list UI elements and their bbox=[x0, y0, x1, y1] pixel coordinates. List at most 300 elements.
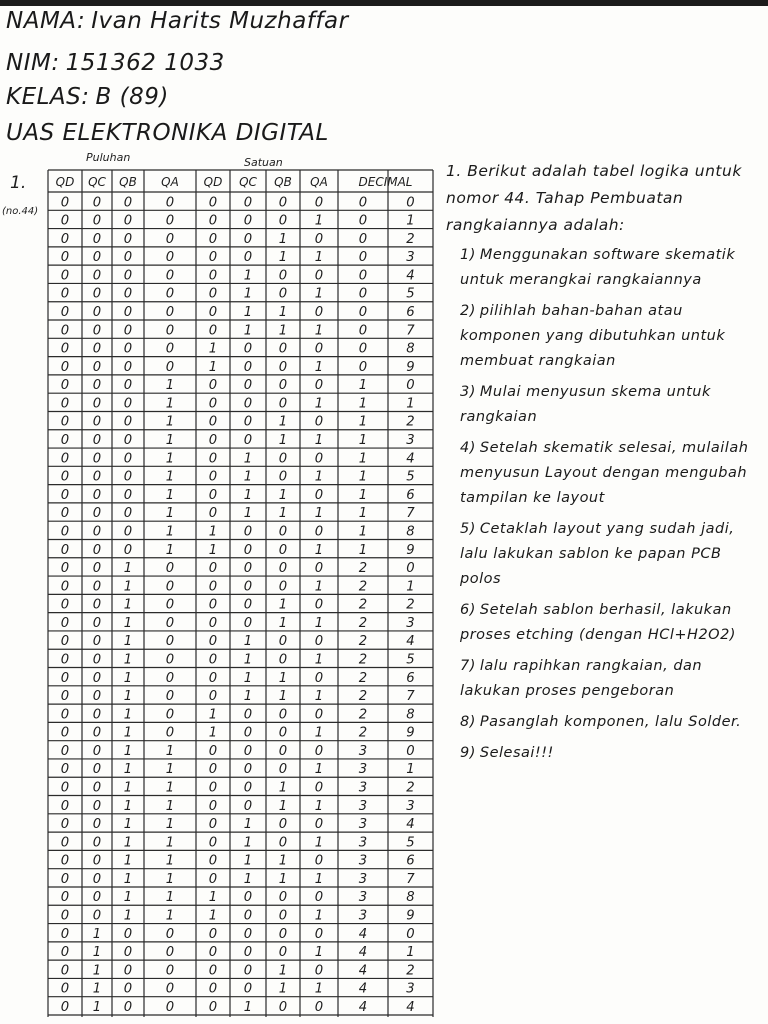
table-cell: 0 bbox=[278, 762, 288, 778]
table-cell: 0 bbox=[278, 451, 288, 467]
table-cell: 0 bbox=[123, 359, 133, 375]
table-cell: 0 bbox=[208, 743, 218, 759]
table-cell: 0 bbox=[243, 743, 253, 759]
table-cell: 0 bbox=[123, 323, 133, 339]
table-cell: 1 bbox=[243, 506, 253, 522]
table-cell: 1 bbox=[243, 451, 253, 467]
table-cell: 0 bbox=[243, 615, 253, 631]
table-cell: 0 bbox=[123, 341, 133, 357]
table-cell: 0 bbox=[278, 908, 288, 924]
table-cell: 4 bbox=[406, 817, 415, 833]
table-cell: 1 bbox=[208, 524, 218, 540]
table-cell: 1 bbox=[243, 268, 253, 284]
table-cell: 0 bbox=[358, 359, 368, 375]
table-cell: 0 bbox=[358, 250, 368, 266]
table-cell: 0 bbox=[92, 396, 102, 412]
column-header: QA bbox=[310, 175, 328, 189]
table-cell: 0 bbox=[60, 670, 70, 686]
procedure-step bbox=[446, 243, 762, 293]
column-header: QC bbox=[239, 175, 257, 189]
table-cell: 0 bbox=[60, 268, 70, 284]
table-cell: 0 bbox=[165, 286, 175, 302]
table-cell: 1 bbox=[243, 817, 253, 833]
table-cell: 3 bbox=[358, 762, 368, 778]
table-cell: 1 bbox=[278, 506, 288, 522]
table-cell: 0 bbox=[314, 817, 324, 833]
table-cell: 9 bbox=[406, 725, 415, 741]
decimal-column-header: DECIMAL bbox=[358, 175, 413, 189]
table-cell: 0 bbox=[278, 945, 288, 961]
table-cell: 0 bbox=[123, 433, 133, 449]
table-cell: 0 bbox=[92, 268, 102, 284]
table-cell: 0 bbox=[165, 926, 175, 942]
table-cell: 1 bbox=[165, 542, 175, 558]
table-cell: 0 bbox=[60, 926, 70, 942]
table-cell: 0 bbox=[165, 615, 175, 631]
table-cell: 0 bbox=[243, 524, 253, 540]
table-cell: 1 bbox=[406, 762, 415, 778]
table-cell: 0 bbox=[208, 231, 218, 247]
class-label: KELAS: bbox=[6, 84, 90, 110]
table-cell: 1 bbox=[165, 524, 175, 540]
procedure-step bbox=[446, 517, 762, 592]
table-cell: 0 bbox=[92, 615, 102, 631]
table-cell: 1 bbox=[314, 615, 324, 631]
table-cell: 0 bbox=[60, 945, 70, 961]
table-cell: 0 bbox=[123, 506, 133, 522]
table-cell: 0 bbox=[165, 963, 175, 979]
table-cell: 0 bbox=[60, 890, 70, 906]
procedure-step bbox=[446, 436, 762, 511]
table-cell: 0 bbox=[208, 286, 218, 302]
table-cell: 0 bbox=[60, 396, 70, 412]
table-cell: 0 bbox=[60, 707, 70, 723]
table-cell: 0 bbox=[314, 561, 324, 577]
table-cell: 1 bbox=[123, 908, 133, 924]
table-cell: 1 bbox=[278, 433, 288, 449]
table-cell: 0 bbox=[243, 597, 253, 613]
table-cell: 0 bbox=[92, 817, 102, 833]
table-cell: 1 bbox=[165, 890, 175, 906]
table-cell: 0 bbox=[208, 689, 218, 705]
table-cell: 1 bbox=[314, 433, 324, 449]
table-cell: 0 bbox=[406, 561, 415, 577]
table-cell: 0 bbox=[92, 323, 102, 339]
table-cell: 0 bbox=[358, 286, 368, 302]
table-cell: 1 bbox=[243, 286, 253, 302]
table-cell: 6 bbox=[406, 304, 415, 320]
table-cell: 0 bbox=[243, 579, 253, 595]
step-number: 4) bbox=[460, 440, 476, 456]
table-cell: 1 bbox=[123, 817, 133, 833]
table-cell: 0 bbox=[92, 835, 102, 851]
table-cell: 4 bbox=[406, 634, 415, 650]
table-cell: 1 bbox=[165, 487, 175, 503]
table-cell: 0 bbox=[165, 195, 175, 211]
table-cell: 0 bbox=[406, 926, 415, 942]
table-cell: 0 bbox=[278, 195, 288, 211]
table-cell: 1 bbox=[278, 250, 288, 266]
table-cell: 0 bbox=[208, 817, 218, 833]
table-cell: 1 bbox=[243, 469, 253, 485]
table-cell: 1 bbox=[314, 871, 324, 887]
table-cell: 0 bbox=[92, 414, 102, 430]
table-cell: 0 bbox=[92, 689, 102, 705]
table-cell: 0 bbox=[92, 451, 102, 467]
table-cell: 1 bbox=[314, 506, 324, 522]
table-cell: 2 bbox=[358, 561, 368, 577]
table-cell: 1 bbox=[358, 378, 368, 394]
table-cell: 0 bbox=[358, 341, 368, 357]
column-header: QB bbox=[274, 175, 292, 189]
table-cell: 0 bbox=[165, 561, 175, 577]
table-cell: 7 bbox=[406, 689, 415, 705]
table-cell: 0 bbox=[92, 250, 102, 266]
table-cell: 1 bbox=[314, 542, 324, 558]
table-cell: 0 bbox=[60, 871, 70, 887]
table-cell: 1 bbox=[165, 835, 175, 851]
table-cell: 1 bbox=[165, 798, 175, 814]
table-cell: 0 bbox=[60, 634, 70, 650]
satuan-label: Satuan bbox=[244, 156, 283, 169]
table-cell: 3 bbox=[358, 817, 368, 833]
step-number: 5) bbox=[460, 521, 476, 537]
table-cell: 0 bbox=[314, 707, 324, 723]
table-cell: 0 bbox=[358, 195, 368, 211]
table-cell: 0 bbox=[208, 780, 218, 796]
table-cell: 1 bbox=[314, 250, 324, 266]
table-cell: 0 bbox=[92, 378, 102, 394]
table-cell: 0 bbox=[314, 597, 324, 613]
table-cell: 0 bbox=[208, 268, 218, 284]
table-cell: 1 bbox=[278, 323, 288, 339]
name-label: NAMA: bbox=[6, 8, 86, 34]
nim-label: NIM: bbox=[6, 50, 60, 76]
table-cell: 8 bbox=[406, 707, 415, 723]
table-cell: 1 bbox=[314, 981, 324, 997]
table-cell: 4 bbox=[358, 981, 368, 997]
table-cell: 1 bbox=[278, 963, 288, 979]
table-cell: 1 bbox=[123, 835, 133, 851]
table-cell: 1 bbox=[165, 853, 175, 869]
procedure-step bbox=[446, 598, 762, 648]
table-cell: 0 bbox=[278, 890, 288, 906]
table-cell: 1 bbox=[358, 451, 368, 467]
table-cell: 1 bbox=[278, 597, 288, 613]
table-cell: 0 bbox=[406, 195, 415, 211]
table-cell: 0 bbox=[92, 908, 102, 924]
table-cell: 5 bbox=[406, 652, 415, 668]
table-cell: 0 bbox=[243, 981, 253, 997]
table-cell: 3 bbox=[406, 798, 415, 814]
table-cell: 1 bbox=[208, 359, 218, 375]
table-cell: 0 bbox=[60, 304, 70, 320]
table-cell: 0 bbox=[123, 268, 133, 284]
table-cell: 0 bbox=[60, 487, 70, 503]
table-cell: 0 bbox=[208, 487, 218, 503]
table-cell: 3 bbox=[358, 780, 368, 796]
table-cell: 0 bbox=[92, 213, 102, 229]
table-cell: 0 bbox=[60, 469, 70, 485]
table-cell: 5 bbox=[406, 469, 415, 485]
table-cell: 0 bbox=[278, 469, 288, 485]
table-cell: 1 bbox=[314, 762, 324, 778]
table-cell: 1 bbox=[123, 561, 133, 577]
table-cell: 0 bbox=[123, 378, 133, 394]
table-cell: 0 bbox=[278, 999, 288, 1015]
table-cell: 0 bbox=[92, 670, 102, 686]
table-cell: 4 bbox=[358, 963, 368, 979]
table-cell: 0 bbox=[243, 762, 253, 778]
table-cell: 0 bbox=[165, 634, 175, 650]
table-cell: 0 bbox=[165, 981, 175, 997]
table-cell: 2 bbox=[406, 231, 415, 247]
table-cell: 1 bbox=[243, 323, 253, 339]
table-cell: 0 bbox=[208, 250, 218, 266]
table-cell: 0 bbox=[60, 743, 70, 759]
table-cell: 1 bbox=[278, 981, 288, 997]
table-cell: 1 bbox=[358, 469, 368, 485]
table-cell: 0 bbox=[60, 579, 70, 595]
table-cell: 9 bbox=[406, 359, 415, 375]
table-cell: 0 bbox=[243, 414, 253, 430]
table-cell: 0 bbox=[278, 378, 288, 394]
table-cell: 1 bbox=[165, 817, 175, 833]
table-cell: 0 bbox=[278, 634, 288, 650]
table-cell: 2 bbox=[358, 689, 368, 705]
table-cell: 2 bbox=[358, 707, 368, 723]
table-cell: 0 bbox=[60, 725, 70, 741]
table-cell: 0 bbox=[60, 433, 70, 449]
procedure-notes bbox=[446, 158, 762, 772]
table-cell: 3 bbox=[358, 798, 368, 814]
table-cell: 1 bbox=[123, 853, 133, 869]
table-cell: 1 bbox=[165, 433, 175, 449]
table-cell: 4 bbox=[406, 268, 415, 284]
table-cell: 0 bbox=[314, 304, 324, 320]
table-cell: 0 bbox=[208, 981, 218, 997]
table-cell: 1 bbox=[278, 231, 288, 247]
table-cell: 0 bbox=[314, 634, 324, 650]
table-cell: 1 bbox=[165, 451, 175, 467]
table-cell: 0 bbox=[208, 762, 218, 778]
column-header: QD bbox=[203, 175, 223, 189]
step-number: 7) bbox=[460, 658, 476, 674]
table-cell: 1 bbox=[123, 725, 133, 741]
table-cell: 0 bbox=[314, 999, 324, 1015]
table-cell: 7 bbox=[406, 871, 415, 887]
name-line bbox=[6, 8, 349, 34]
table-cell: 0 bbox=[358, 213, 368, 229]
table-cell: 0 bbox=[208, 579, 218, 595]
table-cell: 0 bbox=[358, 304, 368, 320]
table-cell: 0 bbox=[92, 341, 102, 357]
nim-value: 151362 1033 bbox=[65, 50, 225, 76]
table-cell: 1 bbox=[243, 652, 253, 668]
table-cell: 1 bbox=[92, 926, 102, 942]
table-cell: 0 bbox=[165, 652, 175, 668]
table-cell: 0 bbox=[406, 378, 415, 394]
table-cell: 1 bbox=[314, 213, 324, 229]
table-cell: 1 bbox=[406, 396, 415, 412]
table-cell: 0 bbox=[165, 341, 175, 357]
table-cell: 0 bbox=[314, 780, 324, 796]
table-cell: 0 bbox=[123, 195, 133, 211]
table-cell: 0 bbox=[314, 378, 324, 394]
table-cell: 0 bbox=[92, 707, 102, 723]
table-cell: 0 bbox=[243, 908, 253, 924]
table-cell: 1 bbox=[123, 670, 133, 686]
table-cell: 0 bbox=[60, 323, 70, 339]
table-cell: 1 bbox=[406, 579, 415, 595]
table-cell: 8 bbox=[406, 341, 415, 357]
procedure-steps bbox=[446, 243, 762, 766]
table-cell: 1 bbox=[123, 780, 133, 796]
step-text: Menggunakan software skematik untuk merangkai rangkaiannya bbox=[460, 247, 736, 288]
table-cell: 0 bbox=[60, 780, 70, 796]
table-cell: 1 bbox=[243, 670, 253, 686]
table-cell: 0 bbox=[278, 926, 288, 942]
table-cell: 0 bbox=[278, 213, 288, 229]
table-cell: 0 bbox=[278, 396, 288, 412]
table-cell: 0 bbox=[123, 304, 133, 320]
table-cell: 0 bbox=[123, 231, 133, 247]
procedure-step bbox=[446, 741, 762, 766]
table-cell: 2 bbox=[358, 634, 368, 650]
table-cell: 7 bbox=[406, 506, 415, 522]
table-cell: 4 bbox=[406, 451, 415, 467]
table-cell: 9 bbox=[406, 908, 415, 924]
table-cell: 1 bbox=[243, 871, 253, 887]
nim-line bbox=[6, 50, 225, 76]
table-cell: 0 bbox=[208, 871, 218, 887]
table-cell: 0 bbox=[60, 835, 70, 851]
table-cell: 1 bbox=[314, 396, 324, 412]
table-cell: 0 bbox=[92, 487, 102, 503]
table-cell: 0 bbox=[278, 341, 288, 357]
table-cell: 0 bbox=[165, 579, 175, 595]
step-text: pilihlah bahan-bahan atau komponen yang dibutuhkan untuk membuat rangkaian bbox=[460, 303, 726, 369]
table-cell: 0 bbox=[123, 451, 133, 467]
table-cell: 0 bbox=[123, 524, 133, 540]
table-cell: 3 bbox=[358, 743, 368, 759]
procedure-step bbox=[446, 654, 762, 704]
table-cell: 0 bbox=[243, 231, 253, 247]
table-cell: 0 bbox=[165, 359, 175, 375]
table-cell: 2 bbox=[358, 652, 368, 668]
table-cell: 1 bbox=[314, 286, 324, 302]
table-cell: 0 bbox=[60, 615, 70, 631]
table-cell: 0 bbox=[243, 250, 253, 266]
table-cell: 0 bbox=[208, 926, 218, 942]
table-cell: 0 bbox=[314, 231, 324, 247]
table-cell: 1 bbox=[314, 798, 324, 814]
step-text: Setelah sablon berhasil, lakukan proses etching (dengan HCl+H2O2) bbox=[460, 602, 736, 643]
column-header: QD bbox=[55, 175, 75, 189]
step-text: Pasanglah komponen, lalu Solder. bbox=[479, 714, 742, 730]
table-cell: 1 bbox=[314, 359, 324, 375]
table-cell: 0 bbox=[165, 268, 175, 284]
table-cell: 2 bbox=[406, 963, 415, 979]
table-cell: 3 bbox=[406, 981, 415, 997]
table-cell: 2 bbox=[358, 615, 368, 631]
table-cell: 1 bbox=[278, 414, 288, 430]
table-cell: 0 bbox=[314, 670, 324, 686]
table-cell: 8 bbox=[406, 524, 415, 540]
table-cell: 9 bbox=[406, 542, 415, 558]
table-cell: 1 bbox=[123, 871, 133, 887]
table-cell: 0 bbox=[243, 378, 253, 394]
table-cell: 0 bbox=[208, 506, 218, 522]
table-cell: 0 bbox=[243, 542, 253, 558]
table-cell: 0 bbox=[314, 963, 324, 979]
table-cell: 0 bbox=[243, 963, 253, 979]
step-number: 9) bbox=[460, 745, 476, 761]
table-cell: 0 bbox=[92, 359, 102, 375]
table-cell: 0 bbox=[208, 323, 218, 339]
table-cell: 0 bbox=[314, 341, 324, 357]
table-cell: 0 bbox=[208, 597, 218, 613]
table-cell: 0 bbox=[208, 670, 218, 686]
table-cell: 0 bbox=[208, 414, 218, 430]
table-cell: 0 bbox=[60, 213, 70, 229]
table-cell: 1 bbox=[165, 871, 175, 887]
table-cell: 1 bbox=[314, 579, 324, 595]
table-cell: 0 bbox=[208, 945, 218, 961]
step-number: 1) bbox=[460, 247, 476, 263]
table-cell: 1 bbox=[123, 707, 133, 723]
table-cell: 0 bbox=[208, 853, 218, 869]
exam-title: UAS ELEKTRONIKA DIGITAL bbox=[6, 120, 329, 146]
name-value: Ivan Harits Muzhaffar bbox=[91, 8, 349, 34]
table-cell: 0 bbox=[60, 853, 70, 869]
step-text: lalu rapihkan rangkaian, dan lakukan proses pengeboran bbox=[460, 658, 703, 699]
table-cell: 1 bbox=[243, 853, 253, 869]
table-cell: 0 bbox=[92, 579, 102, 595]
table-cell: 1 bbox=[243, 634, 253, 650]
table-cell: 1 bbox=[358, 433, 368, 449]
table-cell: 0 bbox=[123, 542, 133, 558]
table-cell: 0 bbox=[208, 469, 218, 485]
table-cell: 2 bbox=[406, 780, 415, 796]
table-cell: 0 bbox=[60, 231, 70, 247]
column-header: QB bbox=[119, 175, 137, 189]
table-cell: 1 bbox=[165, 469, 175, 485]
table-cell: 3 bbox=[406, 615, 415, 631]
table-cell: 8 bbox=[406, 890, 415, 906]
table-cell: 4 bbox=[358, 945, 368, 961]
table-cell: 0 bbox=[278, 725, 288, 741]
table-cell: 1 bbox=[208, 341, 218, 357]
table-cell: 0 bbox=[60, 451, 70, 467]
table-cell: 3 bbox=[358, 835, 368, 851]
table-cell: 0 bbox=[123, 286, 133, 302]
table-cell: 1 bbox=[314, 652, 324, 668]
table-cell: 0 bbox=[123, 396, 133, 412]
table-cell: 0 bbox=[60, 963, 70, 979]
table-cell: 0 bbox=[60, 524, 70, 540]
table-cell: 0 bbox=[123, 999, 133, 1015]
table-cell: 0 bbox=[358, 268, 368, 284]
table-cell: 0 bbox=[278, 561, 288, 577]
table-cell: 0 bbox=[92, 286, 102, 302]
table-cell: 0 bbox=[92, 780, 102, 796]
table-cell: 0 bbox=[60, 689, 70, 705]
table-cell: 1 bbox=[243, 487, 253, 503]
table-cell: 0 bbox=[165, 213, 175, 229]
table-cell: 0 bbox=[165, 323, 175, 339]
table-cell: 0 bbox=[278, 743, 288, 759]
